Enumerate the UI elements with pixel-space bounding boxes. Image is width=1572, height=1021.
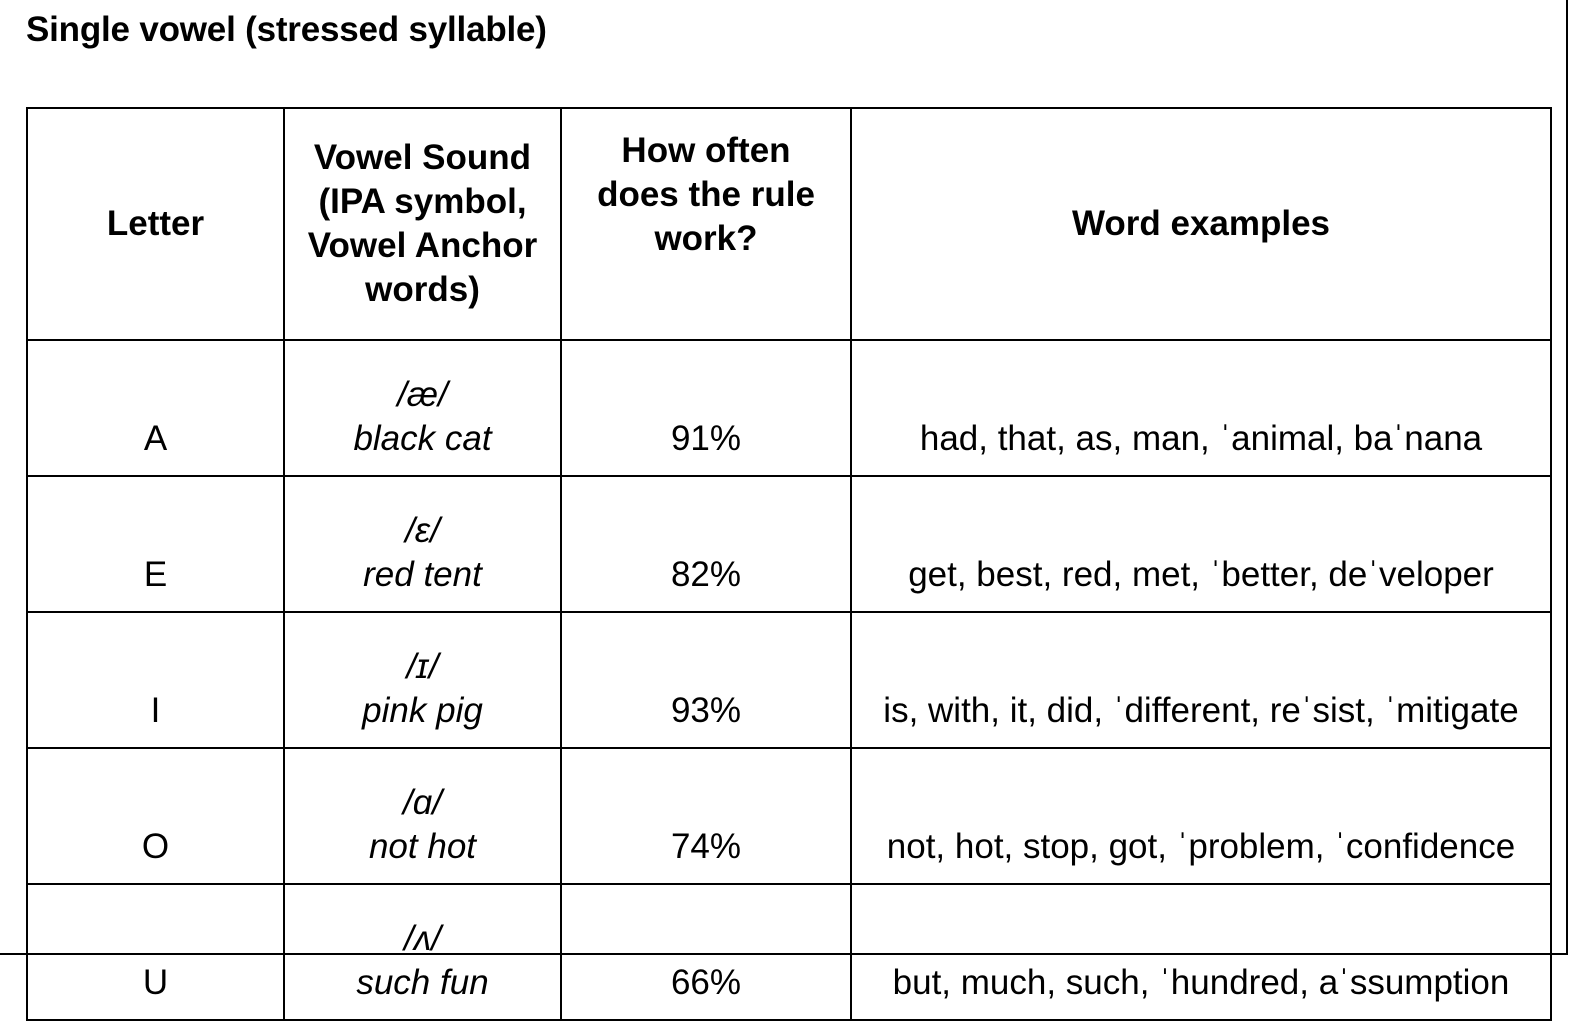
table-row bbox=[27, 340, 1551, 476]
header-vowel-sound bbox=[284, 108, 561, 340]
header-sound-line: Vowel Anchor bbox=[307, 226, 538, 265]
header-sound-line: Vowel Sound bbox=[313, 138, 532, 177]
header-row bbox=[27, 108, 1551, 340]
examples-cell: get, best, red, met, ˈbetter, deˈveloper bbox=[851, 476, 1551, 612]
ipa-symbol: /ɪ/ bbox=[406, 647, 439, 686]
table-row bbox=[27, 612, 1551, 748]
anchor-words: such fun bbox=[356, 963, 489, 1002]
ipa-symbol: /æ/ bbox=[397, 375, 448, 414]
examples-cell: is, with, it, did, ˈdifferent, reˈsist, ˈmitigate bbox=[851, 612, 1551, 748]
letter-cell: A bbox=[27, 340, 284, 476]
examples-cell: had, that, as, man, ˈanimal, baˈnana bbox=[851, 340, 1551, 476]
ipa-symbol: /ɑ/ bbox=[403, 783, 442, 822]
header-often-line: How often bbox=[621, 131, 791, 170]
percent-cell: 74% bbox=[561, 748, 851, 884]
letter-cell: I bbox=[27, 612, 284, 748]
header-often-line: does the rule bbox=[597, 175, 815, 214]
percent-cell: 91% bbox=[561, 340, 851, 476]
percent-cell: 66% bbox=[561, 884, 851, 1020]
letter-cell: O bbox=[27, 748, 284, 884]
header-sound-line: (IPA symbol, bbox=[318, 182, 527, 221]
percent-cell: 93% bbox=[561, 612, 851, 748]
examples-cell: not, hot, stop, got, ˈproblem, ˈconfidence bbox=[851, 748, 1551, 884]
ipa-symbol: /ʌ/ bbox=[404, 919, 441, 958]
anchor-words: red tent bbox=[363, 555, 482, 594]
table-row bbox=[27, 884, 1551, 1020]
vowel-sound-cell bbox=[284, 884, 561, 1020]
vowel-table bbox=[26, 107, 1552, 1021]
anchor-words: black cat bbox=[353, 419, 492, 458]
header-often-line: work? bbox=[654, 219, 758, 258]
vowel-sound-cell bbox=[284, 748, 561, 884]
vowel-sound-cell bbox=[284, 340, 561, 476]
vowel-sound-cell bbox=[284, 612, 561, 748]
anchor-words: not hot bbox=[368, 827, 477, 866]
header-how-often bbox=[561, 108, 851, 340]
page-title: Single vowel (stressed syllable) bbox=[26, 10, 547, 49]
header-letter-line: Letter bbox=[106, 204, 205, 243]
header-word-examples bbox=[851, 108, 1551, 340]
ipa-symbol: /ɛ/ bbox=[405, 511, 440, 550]
header-letter bbox=[27, 108, 284, 340]
header-sound-line: words) bbox=[365, 270, 480, 309]
header-examples-line: Word examples bbox=[1071, 204, 1331, 243]
letter-cell: E bbox=[27, 476, 284, 612]
anchor-words: pink pig bbox=[362, 691, 483, 730]
table-row bbox=[27, 476, 1551, 612]
table-row bbox=[27, 748, 1551, 884]
letter-cell: U bbox=[27, 884, 284, 1020]
vowel-sound-cell bbox=[284, 476, 561, 612]
examples-cell: but, much, such, ˈhundred, aˈssumption bbox=[851, 884, 1551, 1020]
percent-cell: 82% bbox=[561, 476, 851, 612]
